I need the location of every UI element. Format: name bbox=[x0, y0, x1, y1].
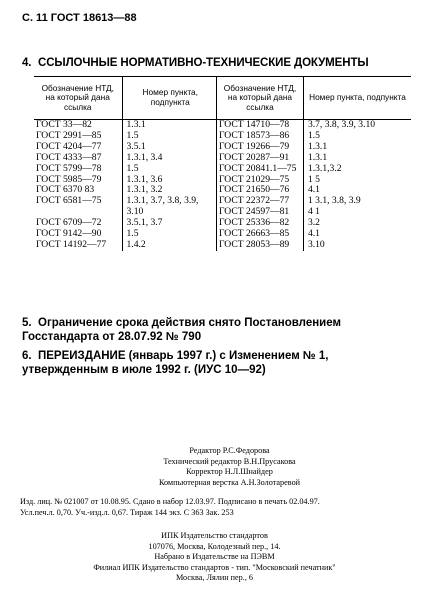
publisher-block bbox=[0, 531, 429, 584]
ntd-designation: ГОСТ 20287—91 bbox=[217, 153, 304, 164]
clause-number: 1 5 bbox=[307, 173, 320, 185]
col-ntd-header: Обозначение НТД, на который дана ссылка bbox=[217, 77, 304, 120]
clause-number: 1.5 bbox=[126, 228, 139, 240]
clause-number: 1.3.1 bbox=[126, 119, 146, 130]
clause-number: 1.3.1,3.2 bbox=[307, 162, 342, 174]
ntd-designation: ГОСТ 26663—85 bbox=[217, 229, 304, 240]
ntd-designation: ГОСТ 14710—78 bbox=[217, 120, 304, 131]
ntd-designation: ГОСТ 22372—77 bbox=[217, 196, 304, 207]
clause-number: 4.1 bbox=[307, 228, 320, 240]
clause-number: 1.3.1 bbox=[307, 140, 328, 152]
section-5 bbox=[22, 317, 410, 344]
imprint-line-2: Усл.печ.л. 0,70. Уч.-изд.л. 0,67. Тираж 144 экз. С 363 Зак. 253 bbox=[20, 508, 234, 517]
clause-number: 1.3.1 bbox=[307, 151, 328, 163]
section-5-text: Ограничение срока действия снято Постановлением Госстандарта от 28.07.92 № 790 bbox=[22, 317, 341, 343]
clause-number: 1.3.1, 3.4 bbox=[126, 151, 163, 163]
ntd-designation: ГОСТ 5985—79 bbox=[34, 175, 122, 186]
printer-name: Филиал ИПК Издательство стандартов - тип. "Московский печатник" bbox=[93, 562, 336, 572]
section-6-number: 6. bbox=[22, 350, 32, 362]
clause-number: 1.4.2 bbox=[126, 238, 146, 250]
table-row bbox=[34, 153, 218, 164]
section-4-number: 4. bbox=[22, 57, 32, 69]
ntd-designation: ГОСТ 18573—86 bbox=[217, 131, 304, 142]
clause-number: 1.5 bbox=[126, 129, 139, 141]
table-row bbox=[34, 240, 218, 251]
ntd-designation: ГОСТ 14192—77 bbox=[34, 240, 122, 251]
ntd-designation: ГОСТ 33—82 bbox=[34, 120, 122, 131]
credit-tech-editor: Технический редактор В.Н.Прусакова bbox=[163, 456, 296, 466]
credit-editor: Редактор Р.С.Федорова bbox=[189, 446, 270, 455]
table-row bbox=[217, 164, 412, 175]
ntd-designation: ГОСТ 24597—81 bbox=[217, 207, 304, 218]
clause-number: 1.5 bbox=[307, 129, 320, 141]
printer-address: Москва, Лялин пер., 6 bbox=[175, 573, 254, 583]
section-6-text: ПЕРЕИЗДАНИЕ (январь 1997 г.) с Изменением № 1, утвержденным в июле 1992 г. (ИУС 10—92) bbox=[22, 350, 329, 376]
ntd-designation: ГОСТ 21029—75 bbox=[217, 175, 304, 186]
clause-number: 4.1 bbox=[307, 184, 320, 196]
section-5-number: 5. bbox=[22, 317, 32, 329]
ntd-designation: ГОСТ 9142—90 bbox=[34, 229, 122, 240]
ntd-designation: ГОСТ 2991—85 bbox=[34, 131, 122, 142]
page-header: С. 11 ГОСТ 18613—88 bbox=[22, 12, 137, 24]
ntd-designation: ГОСТ 20841.1—75 bbox=[217, 164, 304, 175]
section-6 bbox=[22, 350, 410, 377]
clause-number: 1.5 bbox=[126, 162, 139, 174]
section-4-heading bbox=[22, 57, 369, 69]
clause-number: 3.10 bbox=[126, 206, 144, 218]
table-row bbox=[34, 196, 218, 207]
ntd-designation: ГОСТ 5799—78 bbox=[34, 164, 122, 175]
credits-block bbox=[0, 446, 429, 488]
publisher-name: ИПК Издательство стандартов bbox=[161, 531, 268, 540]
col-clause-header: Номер пункта, подпункта bbox=[303, 77, 411, 120]
col-clause-header: Номер пункта, подпункта bbox=[122, 77, 218, 120]
table-row bbox=[217, 240, 412, 251]
table-row bbox=[34, 164, 218, 175]
imprint-line-1: Изд. лиц. № 021007 от 10.08.95. Сдано в набор 12.03.97. Подписано в печать 02.04.97. bbox=[20, 497, 320, 506]
ntd-designation: ГОСТ 4204—77 bbox=[34, 142, 122, 153]
clause-number: 4 1 bbox=[307, 206, 320, 218]
ntd-designation: ГОСТ 19266—79 bbox=[217, 142, 304, 153]
clause-number: 1 3.1, 3.8, 3.9 bbox=[307, 195, 361, 207]
clause-number: 3.10 bbox=[307, 238, 325, 250]
clause-number: 3.7, 3.8, 3.9, 3.10 bbox=[307, 119, 376, 130]
typeset-note: Набрано в Издательстве на ПЭВМ bbox=[154, 552, 275, 562]
clause-number: 1.3.1, 3.7, 3.8, 3.9, bbox=[126, 195, 199, 207]
references-table-left bbox=[34, 76, 218, 251]
ntd-designation: ГОСТ 25336—82 bbox=[217, 218, 304, 229]
ntd-designation: ГОСТ 4333—87 bbox=[34, 153, 122, 164]
section-4-title: ССЫЛОЧНЫЕ НОРМАТИВНО-ТЕХНИЧЕСКИЕ ДОКУМЕНТЫ bbox=[38, 57, 369, 69]
clause-number: 1.3.1, 3.6 bbox=[126, 173, 163, 185]
ntd-designation: ГОСТ 6370 83 bbox=[34, 185, 122, 196]
clause-number: 3.2 bbox=[307, 217, 320, 229]
clause-number: 1.3.1, 3.2 bbox=[126, 184, 163, 196]
col-ntd-header: Обозначение НТД, на который дана ссылка bbox=[34, 77, 122, 120]
credit-proofreader: Корректор Н.Л.Шнайдер bbox=[186, 467, 273, 476]
ntd-designation: ГОСТ 28053—89 bbox=[217, 240, 304, 251]
clause-number: 3.5.1 bbox=[126, 140, 146, 152]
table-row bbox=[217, 153, 412, 164]
ntd-designation: ГОСТ 6581—75 bbox=[34, 196, 122, 207]
references-table-right bbox=[216, 76, 411, 251]
clause-number: 3.5.1, 3.7 bbox=[126, 217, 163, 229]
ntd-designation: ГОСТ 6709—72 bbox=[34, 218, 122, 229]
credit-layout: Компьютерная верстка А.Н.Золотаревой bbox=[158, 477, 301, 487]
publisher-address: 107076, Москва, Колодезный пер., 14. bbox=[148, 541, 281, 551]
ntd-designation: ГОСТ 21650—76 bbox=[217, 185, 304, 196]
